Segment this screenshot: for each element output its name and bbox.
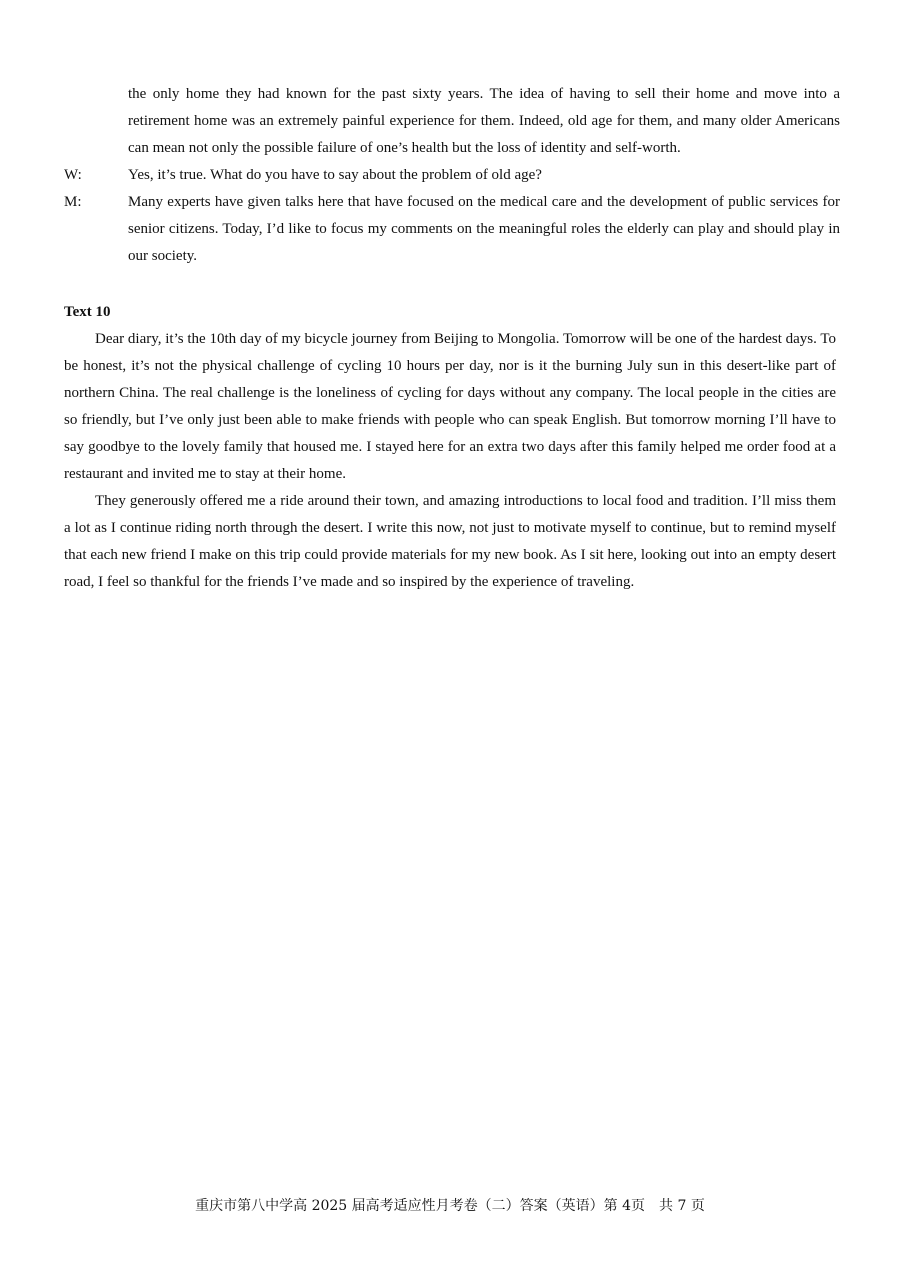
dialogue-continuation: the only home they had known for the past sixty years. The idea of having to sell their home and move into a retirement home was an extremely painful experience for them. Indeed, old age for them, and many older Americans can mean not only the possible failure of one’s health but the loss of identity and self-worth. bbox=[128, 86, 840, 156]
section-title: Text 10 bbox=[64, 304, 111, 320]
dialogue-turn bbox=[64, 162, 840, 189]
text10-section bbox=[64, 299, 836, 596]
speaker-label: M: bbox=[64, 194, 82, 210]
speaker-text: Yes, it’s true. What do you have to say about the problem of old age? bbox=[128, 167, 542, 183]
dialogue-turn bbox=[64, 189, 840, 270]
paragraph: They generously offered me a ride around their town, and amazing introductions to local food and tradition. I’ll miss them a lot as I continue riding north through the desert. I write this now, not just to motivate myself to continue, but to remind myself that each new friend I make on this trip could provide materials for my new book. As I sit here, looking out into an empty desert road, I feel so thankful for the friends I’ve made and so inspired by the experience of traveling. bbox=[64, 493, 836, 590]
paragraph: Dear diary, it’s the 10th day of my bicycle journey from Beijing to Mongolia. Tomorrow will be one of the hardest days. To be honest, it’s not the physical challenge of cycling 10 hours per day, nor is it the burning July sun in this desert-like part of northern China. The real challenge is the loneliness of cycling for days without any company. The local people in the cities are so friendly, but I’ve only just been able to make friends with people who can speak English. But tomorrow morning I’ll have to say goodbye to the lovely family that housed me. I stayed here for an extra two days after this family helped me order food at a restaurant and invited me to stay at their home. bbox=[64, 331, 836, 482]
speaker-text: Many experts have given talks here that have focused on the medical care and the development of public services for senior citizens. Today, I’d like to focus my comments on the meaningful roles the elderly can play and should play in our society. bbox=[128, 194, 840, 264]
speaker-label: W: bbox=[64, 167, 82, 183]
page-footer: 重庆市第八中学高 2025 届高考适应性月考卷（二）答案（英语）第 4页 共 7 页 bbox=[195, 1198, 705, 1214]
dialogue-section bbox=[64, 81, 840, 270]
